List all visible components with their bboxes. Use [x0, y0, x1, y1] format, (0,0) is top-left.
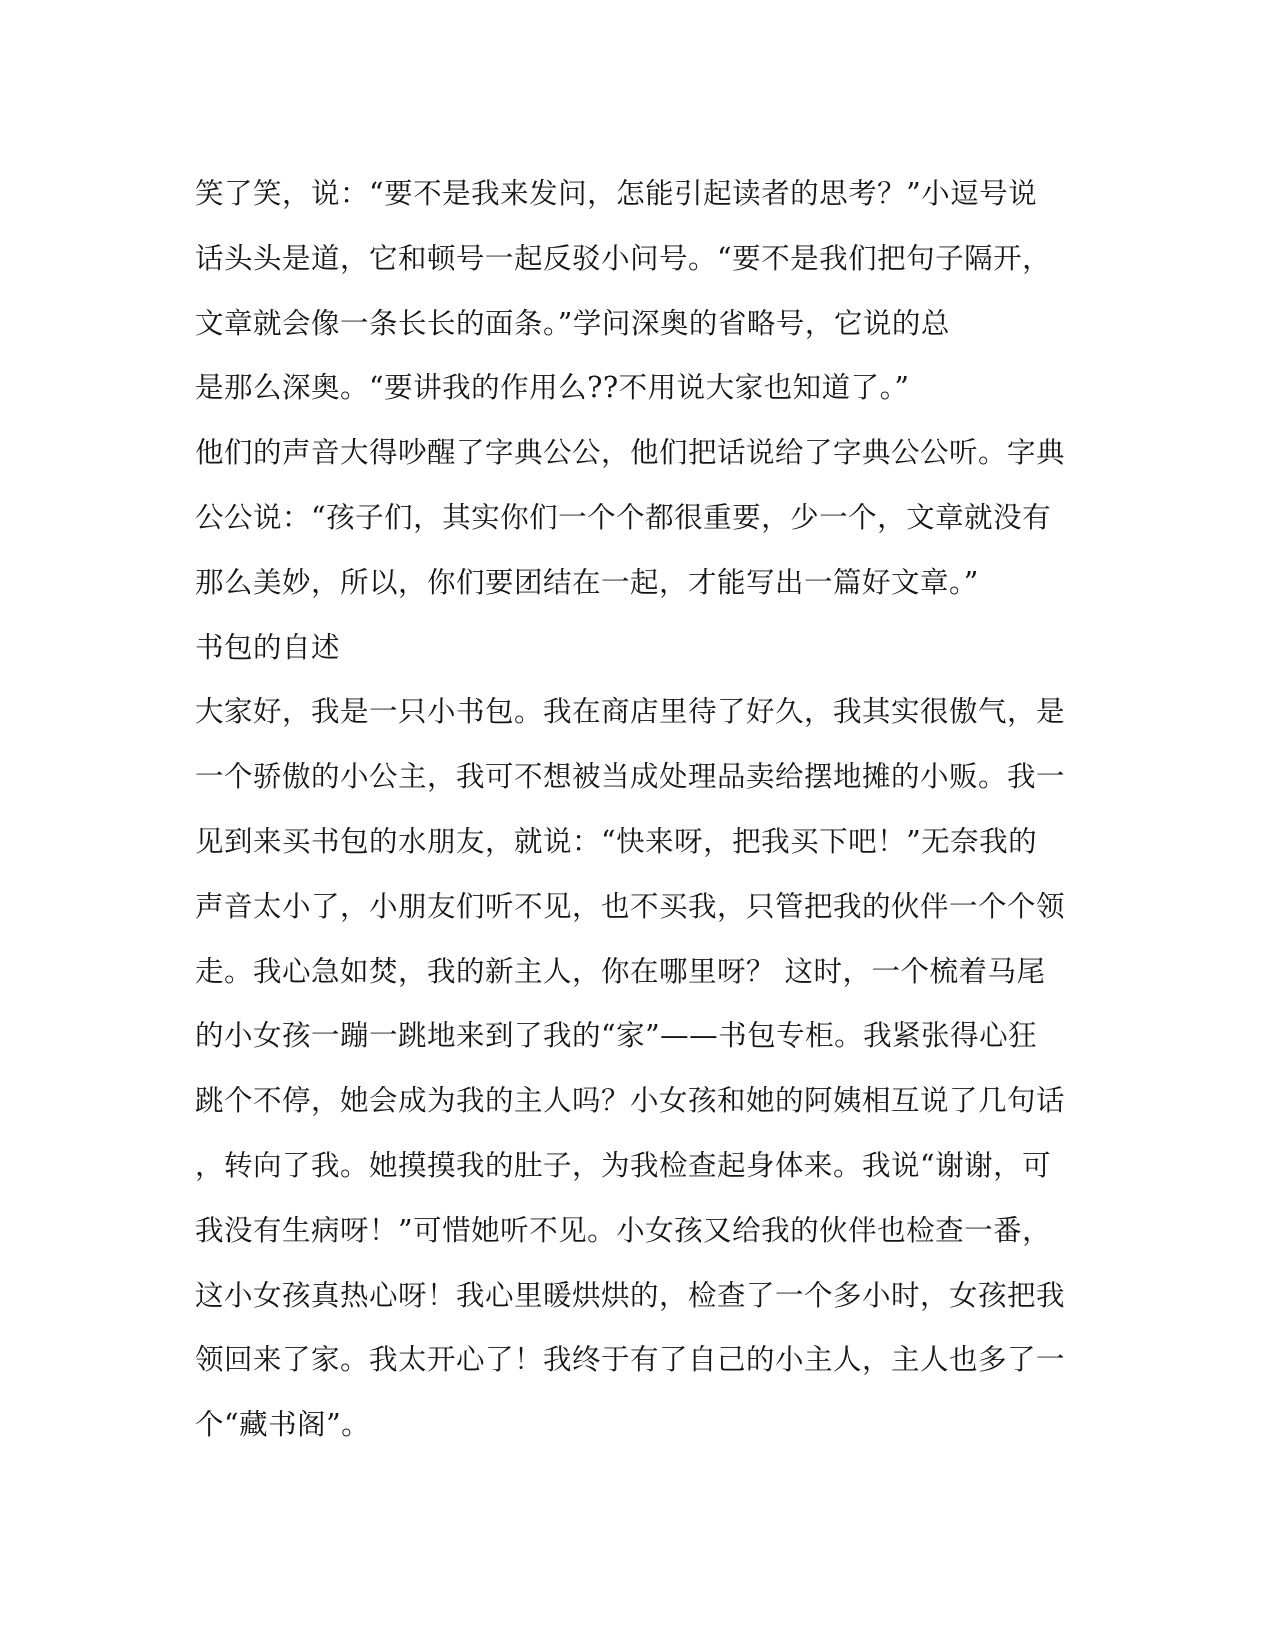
text-line: 领回来了家。我太开心了！我终于有了自己的小主人，主人也多了一 [195, 1343, 1066, 1377]
text-line: 我没有生病呀！”可惜她听不见。小女孩又给我的伙伴也检查一番， [195, 1213, 1052, 1247]
section-heading: 书包的自述 [195, 630, 341, 664]
text-line: 他们的声音大得吵醒了字典公公，他们把话说给了字典公公听。字典 [195, 436, 1066, 470]
text-line: 话头头是道，它和顿号一起反驳小问号。“要不是我们把句子隔开， [195, 241, 1052, 275]
text-line: 那么美妙，所以，你们要团结在一起，才能写出一篇好文章。” [195, 565, 979, 599]
text-line: 大家好，我是一只小书包。我在商店里待了好久，我其实很傲气，是 [195, 695, 1066, 729]
text-line: 是那么深奥。“要讲我的作用么??不用说大家也知道了。” [195, 371, 910, 405]
text-line: 笑了笑，说：“要不是我来发问，怎能引起读者的思考？”小逗号说 [195, 177, 1038, 210]
text-line: 走。我心急如焚，我的新主人，你在哪里呀？ 这时，一个梳着马尾 [195, 954, 1046, 988]
text-line: 文章就会像一条长长的面条。”学问深奥的省略号，它说的总 [195, 306, 950, 340]
text-line: 个“藏书阁”。 [195, 1408, 371, 1442]
text-line: 这小女孩真热心呀！我心里暖烘烘的，检查了一个多小时，女孩把我 [195, 1278, 1066, 1312]
text-line: 声音太小了，小朋友们听不见，也不买我，只管把我的伙伴一个个领 [195, 889, 1066, 923]
text-line: ，转向了我。她摸摸我的肚子，为我检查起身体来。我说“谢谢，可 [195, 1148, 1052, 1182]
text-line: 见到来买书包的水朋友，就说：“快来呀，把我买下吧！”无奈我的 [195, 824, 1038, 858]
document-body [195, 162, 1075, 1458]
text-line: 一个骄傲的小公主，我可不想被当成处理品卖给摆地摊的小贩。我一 [195, 760, 1066, 794]
text-line: 公公说：“孩子们，其实你们一个个都很重要，少一个，文章就没有 [195, 500, 1052, 534]
text-line: 的小女孩一蹦一跳地来到了我的“家”——书包专柜。我紧张得心狂 [195, 1019, 1038, 1053]
text-line: 跳个不停，她会成为我的主人吗？小女孩和她的阿姨相互说了几句话 [195, 1084, 1066, 1118]
